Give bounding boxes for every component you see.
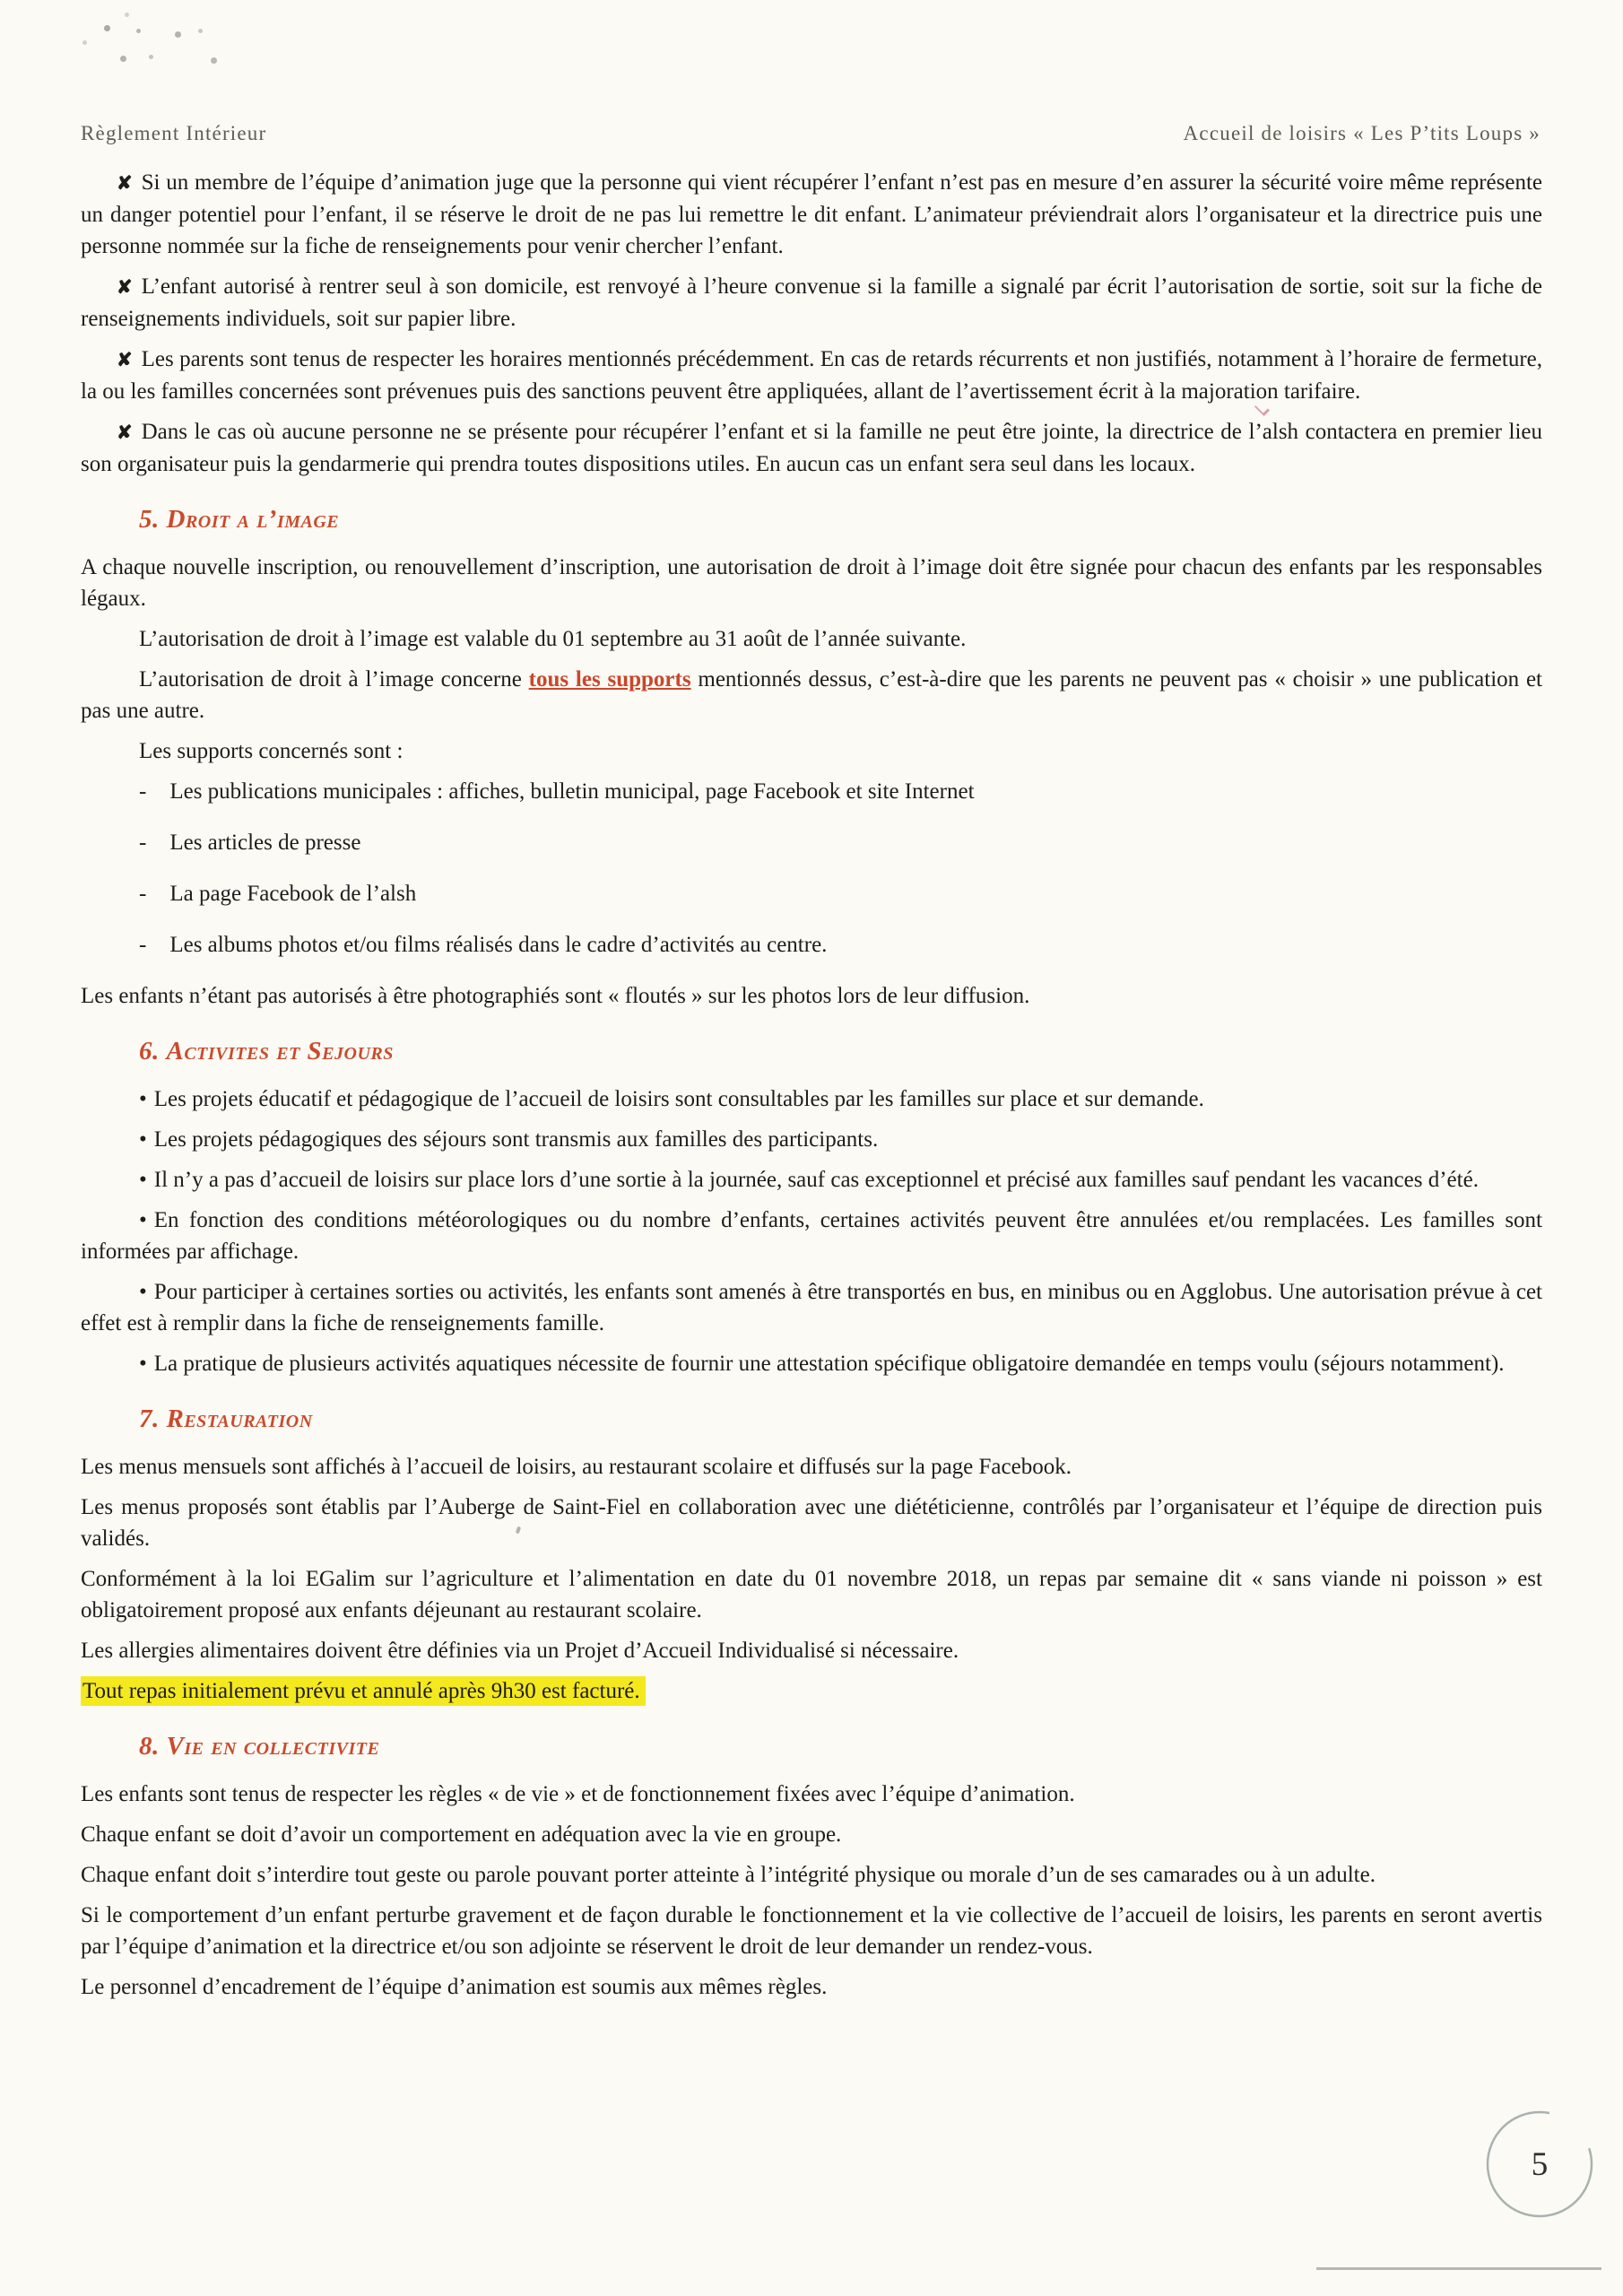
list-item: [81, 776, 1542, 807]
section-heading-droit-image: [81, 503, 1542, 535]
bullet-paragraph: [81, 1164, 1542, 1196]
header-left-title: Règlement Intérieur: [81, 122, 267, 144]
emphasized-phrase: tous les supports: [528, 667, 691, 691]
x-bullet-icon: ✘: [117, 422, 133, 443]
bullet-paragraph: [81, 1205, 1542, 1267]
rule-paragraph: [81, 167, 1542, 262]
list-item: [81, 827, 1542, 858]
paragraph-text: Les parents sont tenus de respecter les horaires mentionnés précédemment. En cas de retards récurrents et non justifiés, notamment à l’horaire de fermeture, la ou les familles concernées sont prévenues puis des sanctions peuvent être appliquées, allant de l’avertissement écrit à la majoration tarifaire.: [81, 347, 1542, 404]
dot-bullet: •: [139, 1208, 147, 1232]
paragraph-text: Dans le cas où aucune personne ne se présente pour récupérer l’enfant et si la famille ne peut être jointe, la directrice de l’alsh contactera en premier lieu son organisateur puis la gendarmerie qui prendra toutes dispositions utiles. En aucun cas un enfant sera seul dans les locaux.: [81, 420, 1542, 476]
paragraph: Chaque enfant se doit d’avoir un comportement en adéquation avec la vie en groupe.: [81, 1822, 842, 1847]
paragraph: Chaque enfant doit s’interdire tout geste ou parole pouvant porter atteinte à l’intégrité physique ou morale d’un de ses camarades ou à un adulte.: [81, 1863, 1376, 1887]
section-heading-vie-collectivite: [81, 1730, 1542, 1762]
section-heading-activites-sejours: [81, 1035, 1542, 1067]
header-right-title: Accueil de loisirs « Les P’tits Loups »: [1183, 122, 1541, 144]
paragraph: Les supports concernés sont :: [139, 739, 404, 763]
dot-bullet: •: [139, 1280, 147, 1304]
list-item: [81, 878, 1542, 909]
dot-bullet: •: [139, 1127, 147, 1152]
x-bullet-icon: ✘: [117, 276, 133, 298]
paragraph: A chaque nouvelle inscription, ou renouvellement d’inscription, une autorisation de droit à l’image doit être signée pour chacun des enfants par les responsables légaux.: [81, 555, 1542, 611]
paragraph: Le personnel d’encadrement de l’équipe d’animation est soumis aux mêmes règles.: [81, 1975, 828, 1999]
dot-bullet: •: [139, 1168, 147, 1192]
dash-bullet: -: [139, 882, 147, 906]
scan-speckles: [0, 0, 3, 3]
paragraph: Les enfants n’étant pas autorisés à être photographiés sont « floutés » sur les photos lors de leur diffusion.: [81, 984, 1030, 1008]
list-item-text: Les albums photos et/ou films réalisés dans le cadre d’activités au centre.: [169, 933, 828, 957]
paragraph: L’autorisation de droit à l’image est valable du 01 septembre au 31 août de l’année suivante.: [139, 627, 967, 651]
bullet-paragraph: [81, 1124, 1542, 1155]
section-title: Activites et Sejours: [166, 1037, 394, 1065]
page-number: 5: [1531, 2145, 1549, 2183]
page-header: [81, 122, 1541, 145]
dot-bullet: •: [139, 1087, 147, 1111]
section-number: 7.: [139, 1405, 160, 1433]
section-number: 5.: [139, 505, 160, 534]
paragraph-text: Les projets éducatif et pédagogique de l’accueil de loisirs sont consultables par les familles sur place et sur demande.: [153, 1087, 1204, 1111]
page-number-badge: [1476, 2100, 1603, 2228]
paragraph-text: La pratique de plusieurs activités aquatiques nécessite de fournir une attestation spécifique obligatoire demandée en temps voulu (séjours notamment).: [153, 1352, 1505, 1376]
bullet-paragraph: [81, 1276, 1542, 1339]
section-number: 8.: [139, 1732, 160, 1761]
paragraph: Les enfants sont tenus de respecter les règles « de vie » et de fonctionnement fixées avec l’équipe d’animation.: [81, 1782, 1075, 1806]
section-heading-restauration: [81, 1403, 1542, 1435]
section-title: Droit a l’image: [166, 505, 340, 534]
scan-edge-line: [1316, 2267, 1601, 2270]
list-item: [81, 929, 1542, 961]
x-bullet-icon: ✘: [117, 172, 133, 194]
paragraph-text: L’enfant autorisé à rentrer seul à son domicile, est renvoyé à l’heure convenue si la famille a signalé par écrit l’autorisation de sortie, soit sur la fiche de renseignements individuels, soit sur papier libre.: [81, 274, 1542, 331]
paragraph-text: Si un membre de l’équipe d’animation juge que la personne qui vient récupérer l’enfant n’est pas en mesure d’en assurer la sécurité voire même représente un danger potentiel pour l’enfant, il se réserve le droit de ne pas lui remettre le dit enfant. L’animateur préviendrait alors l’organisateur et la directrice puis une personne nommée sur la fiche de renseignements pour venir chercher l’enfant.: [81, 170, 1542, 258]
list-item-text: La page Facebook de l’alsh: [169, 882, 417, 906]
paragraph-text: Il n’y a pas d’accueil de loisirs sur place lors d’une sortie à la journée, sauf cas exceptionnel et précisé aux familles sauf pendant les vacances d’été.: [153, 1168, 1479, 1192]
list-item-text: Les articles de presse: [169, 831, 361, 855]
paragraph: Les menus mensuels sont affichés à l’accueil de loisirs, au restaurant scolaire et diffusés sur la page Facebook.: [81, 1455, 1072, 1479]
list-item-text: Les publications municipales : affiches, bulletin municipal, page Facebook et site Internet: [169, 779, 975, 804]
paragraph: [81, 664, 1542, 726]
paragraph: Conformément à la loi EGalim sur l’agriculture et l’alimentation en date du 01 novembre 2018, un repas par semaine dit « sans viande ni poisson » est obligatoirement proposé aux enfants déjeunant au restaurant scolaire.: [81, 1567, 1542, 1622]
supports-list: [81, 776, 1542, 961]
dash-bullet: -: [139, 831, 147, 855]
paragraph-text: En fonction des conditions météorologiques ou du nombre d’enfants, certaines activités peuvent être annulées et/ou remplacées. Les familles sont informées par affichage.: [81, 1208, 1542, 1264]
document-body: [81, 167, 1542, 2012]
paragraph-text: L’autorisation de droit à l’image concerne: [139, 667, 529, 691]
rule-paragraph: [81, 416, 1542, 480]
paragraph-text: mentionnés dessus, c’est-à-dire que les parents ne peuvent pas « choisir » une publication et pas une autre.: [81, 667, 1543, 723]
x-bullet-icon: ✘: [117, 349, 133, 370]
section-title: Restauration: [166, 1405, 313, 1433]
paragraph-text: Pour participer à certaines sorties ou activités, les enfants sont amenés à être transportés en bus, en minibus ou en Agglobus. Une autorisation prévue à cet effet est à remplir dans la fiche de renseignements famille.: [81, 1280, 1542, 1335]
section-number: 6.: [139, 1037, 160, 1065]
dash-bullet: -: [139, 933, 147, 957]
paragraph: Les menus proposés sont établis par l’Auberge de Saint-Fiel en collaboration avec une diététicienne, contrôlés par l’organisateur et l’équipe de direction puis validés.: [81, 1495, 1542, 1551]
dot-bullet: •: [139, 1352, 147, 1376]
paragraph-text: Les projets pédagogiques des séjours sont transmis aux familles des participants.: [153, 1127, 879, 1152]
bullet-paragraph: [81, 1083, 1542, 1115]
rule-paragraph: [81, 271, 1542, 335]
paragraph: Si le comportement d’un enfant perturbe gravement et de façon durable le fonctionnement et la vie collective de l’accueil de loisirs, les parents en seront avertis par l’équipe d’animation et la directrice et/ou son adjointe se réservent le droit de leur demander un rendez-vous.: [81, 1903, 1542, 1959]
dash-bullet: -: [139, 779, 147, 804]
bullet-paragraph: [81, 1348, 1542, 1379]
paragraph: Les allergies alimentaires doivent être définies via un Projet d’Accueil Individualisé si nécessaire.: [81, 1639, 959, 1663]
highlighted-paragraph: [81, 1675, 1542, 1707]
highlight-text: Tout repas initialement prévu et annulé après 9h30 est facturé.: [81, 1676, 646, 1706]
rule-paragraph: [81, 344, 1542, 407]
section-title: Vie en collectivite: [166, 1732, 380, 1761]
